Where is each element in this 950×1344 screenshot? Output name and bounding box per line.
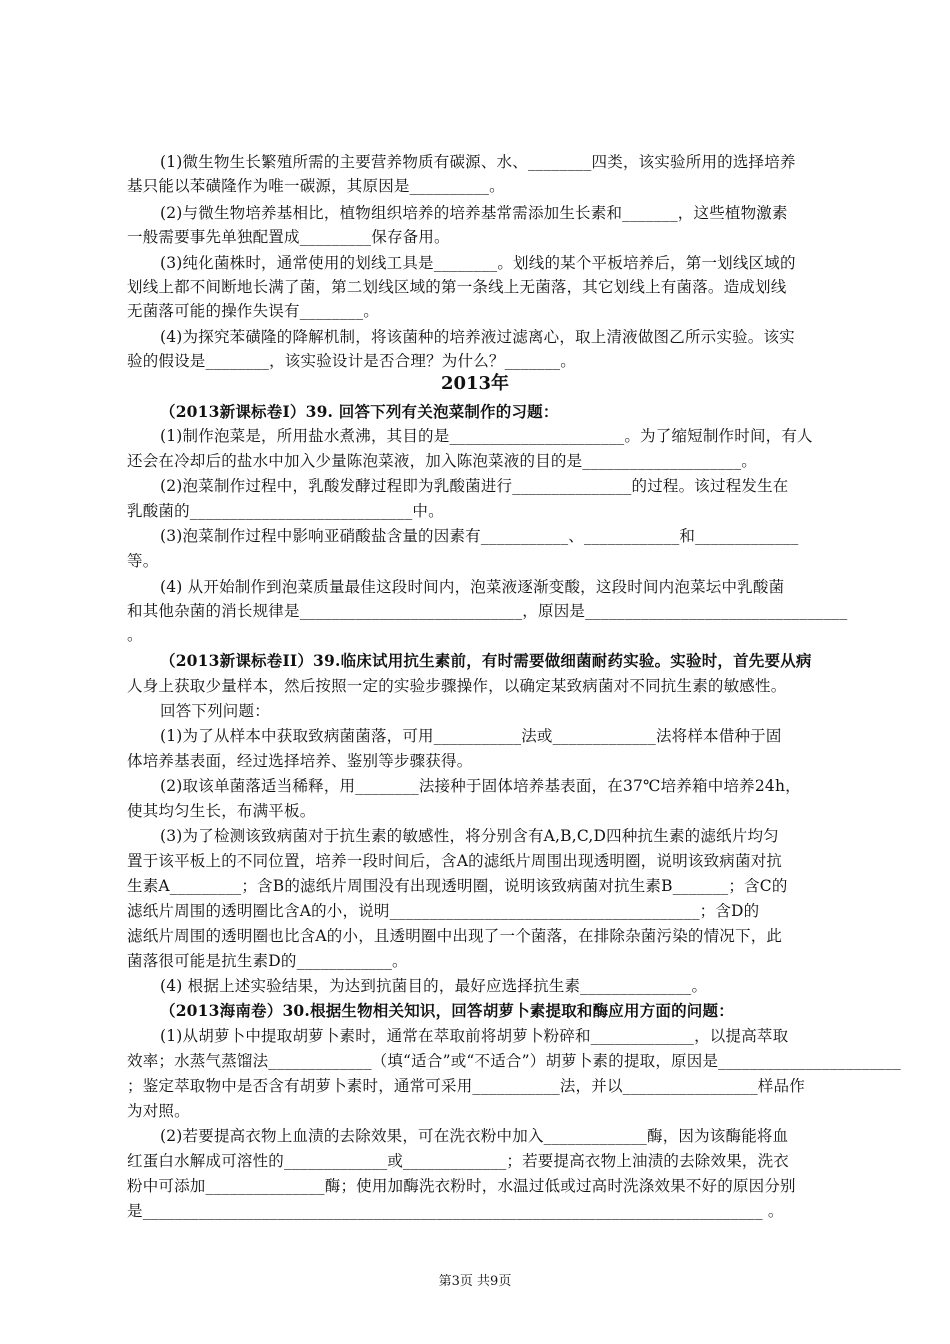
text-line: 还会在冷却后的盐水中加入少量陈泡菜液，加入陈泡菜液的目的是____________________。 [127,452,758,470]
text-line: ；鉴定萃取物中是否含有胡萝卜素时，通常可采用___________法，并以_________________样品作 [127,1077,805,1095]
text-line: 效率；水蒸气蒸馏法_____________（填“适合”或“不适合”）胡萝卜素的提取，原因是_______________________ [127,1052,901,1070]
text-line: (2)取该单菌落适当稀释，用________法接种于固体培养基表面，在37℃培养箱中培养24h， [160,777,801,795]
text-line: 生素A_________；含B的滤纸片周围没有出现透明圈，说明该致病菌对抗生素B_______；含C的 [127,877,788,895]
question-source: （2013新课标卷II）39.临床试用抗生素前，有时需要做细菌耐药实验。实验时，首先要从病 [160,651,812,670]
text-line: 为对照。 [127,1102,190,1120]
text-line: 一般需要事先单独配置成_________保存备用。 [127,228,450,246]
text-line: (3)为了检测该致病菌对于抗生素的敏感性，将分别含有A,B,C,D四种抗生素的滤纸片均匀 [160,827,779,845]
text-line: (4) 根据上述实验结果，为达到抗菌目的，最好应选择抗生素______________。 [160,977,708,995]
text-line: 。 [127,626,143,644]
text-line: 使其均匀生长，布满平板。 [127,802,316,820]
page-footer: 第3页 共9页 [438,1274,512,1289]
text-line: 红蛋白水解成可溶性的_____________或_____________；若要提高衣物上油渍的去除效果，洗衣 [127,1152,790,1170]
section-heading-2013: 2013年 [440,373,510,394]
text-line: 滤纸片周围的透明圈也比含A的小，且透明圈中出现了一个菌落，在排除杂菌污染的情况下，此 [127,927,783,945]
text-line: 是______________________________________________________________________________ 。 [127,1202,784,1220]
text-line: 基只能以苯磺隆作为唯一碳源，其原因是__________。 [127,177,505,195]
question-source: （2013新课标卷Ⅰ）39. 回答下列有关泡菜制作的习题： [160,402,559,421]
text-line: (2)与微生物培养基相比，植物组织培养的培养基常需添加生长素和_______，这些植物激素 [160,204,788,222]
text-line: 等。 [127,552,159,570]
text-line: 验的假设是________，该实验设计是否合理？为什么？_______。 [127,352,576,370]
text-line: (1)从胡萝卜中提取胡萝卜素时，通常在萃取前将胡萝卜粉碎和_____________，以提高萃取 [160,1027,789,1045]
text-line: 置于该平板上的不同位置，培养一段时间后，含A的滤纸片周围出现透明圈，说明该致病菌对抗 [127,852,783,870]
text-line: 划线上都不间断地长满了菌，第二划线区域的第一条线上无菌落，其它划线上有菌落。造成划线 [127,278,787,296]
text-line: (2)若要提高衣物上血渍的去除效果，可在洗衣粉中加入_____________酶，因为该酶能将血 [160,1127,789,1145]
text-line: (3)泡菜制作过程中影响亚硝酸盐含量的因素有___________、____________和_____________ [160,527,799,545]
text-line: (4) 从开始制作到泡菜质量最佳这段时间内，泡菜液逐渐变酸，这段时间内泡菜坛中乳酸菌 [160,578,785,596]
text-line: 无菌落可能的操作失误有________。 [127,302,380,320]
text-line: (1)制作泡菜是，所用盐水煮沸，其目的是______________________。为了缩短制作时间，有人 [160,427,813,445]
text-line: (1)为了从样本中获取致病菌菌落，可用___________法或_____________法将样本借种于固 [160,727,782,745]
text-line: 体培养基表面，经过选择培养、鉴别等步骤获得。 [127,752,473,770]
text-line: 人身上获取少量样本，然后按照一定的实验步骤操作，以确定某致病菌对不同抗生素的敏感性。 [127,677,787,695]
text-line: 菌落很可能是抗生素D的____________。 [127,952,408,970]
question-source: （2013海南卷）30.根据生物相关知识，回答胡萝卜素提取和酶应用方面的问题： [160,1001,734,1020]
text-line: 乳酸菌的____________________________中。 [127,502,444,520]
text-line: 和其他杂菌的消长规律是____________________________，原因是_________________________________ [127,602,848,620]
text-line: (3)纯化菌株时，通常使用的划线工具是________。划线的某个平板培养后，第一划线区域的 [160,254,796,272]
text-line: (4)为探究苯磺隆的降解机制，将该菌种的培养液过滤离心，取上清液做图乙所示实验。该实 [160,328,795,346]
text-line: 回答下列问题： [160,702,270,720]
text-line: 粉中可添加_______________酶；使用加酶洗衣粉时，水温过低或过高时洗涤效果不好的原因分别 [127,1177,796,1195]
text-line: (1)微生物生长繁殖所需的主要营养物质有碳源、水、________四类，该实验所用的选择培养 [160,153,796,171]
text-line: 滤纸片周围的透明圈比含A的小，说明_______________________________________；含D的 [127,902,760,920]
text-line: (2)泡菜制作过程中，乳酸发酵过程即为乳酸菌进行_______________的过程。该过程发生在 [160,477,789,495]
